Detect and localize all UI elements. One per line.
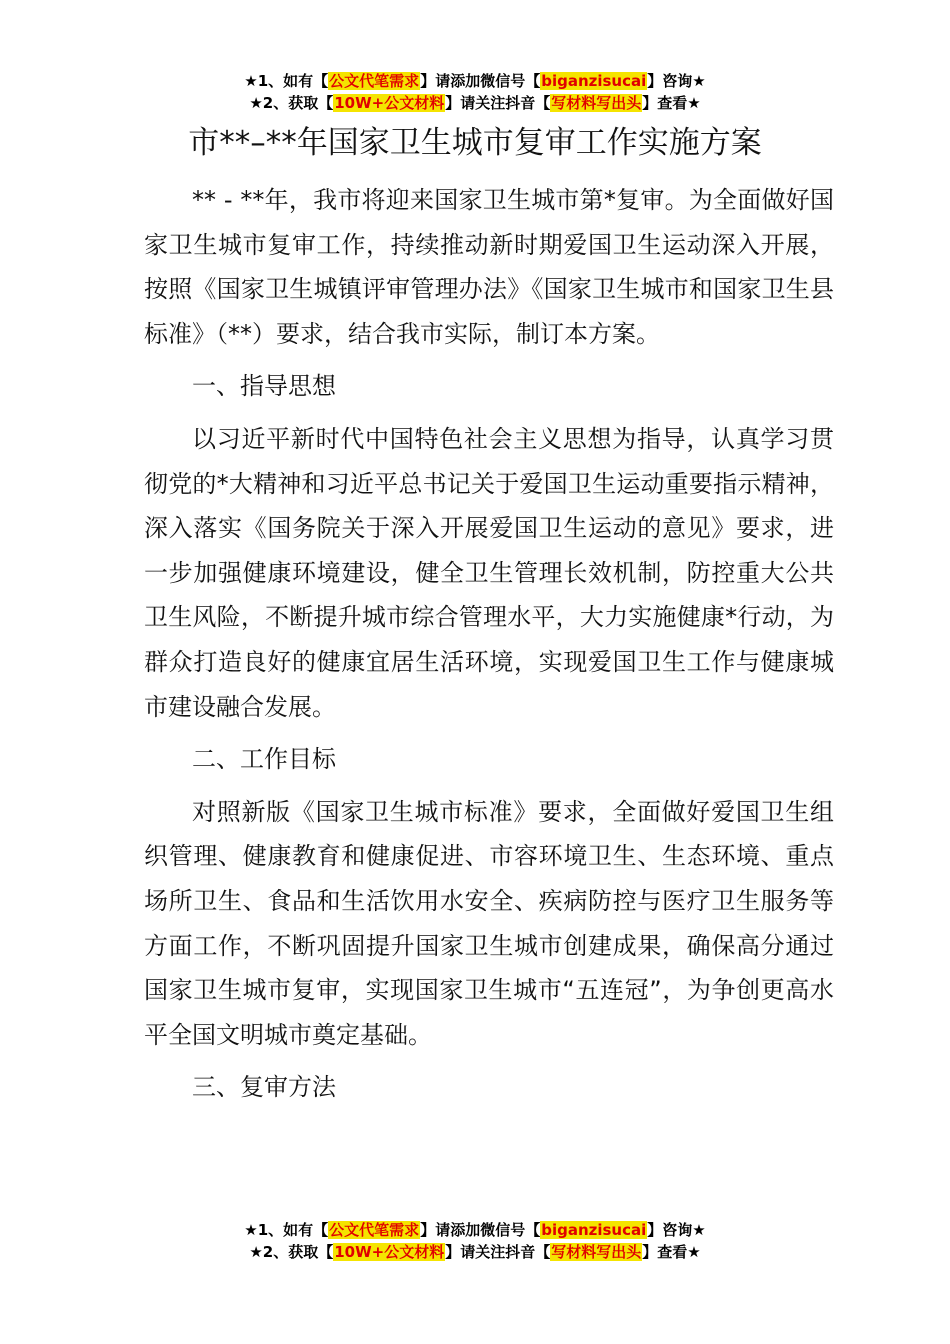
document-body <box>144 178 834 1118</box>
footer-ad-banner <box>0 1219 950 1263</box>
ad-text: ★1、如有【 <box>244 72 329 90</box>
ad-highlight: 公文代笔需求 <box>329 72 420 90</box>
document-title: 市**–**年国家卫生城市复审工作实施方案 <box>188 125 762 161</box>
section-heading-work-goals: 二、工作目标 <box>192 745 336 774</box>
section-paragraph-work-goals: 对照新版《国家卫生城市标准》要求，全面做好爱国卫生组织管理、健康教育和健康促进、市容环境卫生、生态环境、重点场所卫生、食品和生活饮用水安全、疾病防控与医疗卫生服务等方面工作，不断巩固提升国家卫生城市创建成果，确保高分通过国家卫生城市复审，实现国家卫生城市“五连冠”，为争创更高水平全国文明城市奠定基础。 <box>144 797 834 1049</box>
header-ad-banner <box>0 70 950 114</box>
wechat-id-highlight: biganzisucai <box>541 72 647 90</box>
ad-text: 】请添加微信号【 <box>420 1221 541 1239</box>
ad-line-2 <box>0 1241 950 1263</box>
ad-text: 】咨询★ <box>647 1221 706 1239</box>
ad-text: 】请添加微信号【 <box>420 72 541 90</box>
douyin-account-highlight: 写材料写出头 <box>551 1243 642 1261</box>
ad-text: ★1、如有【 <box>244 1221 329 1239</box>
ad-line-1 <box>0 70 950 92</box>
ad-text: 】请关注抖音【 <box>445 1243 551 1261</box>
douyin-account-highlight: 写材料写出头 <box>551 94 642 112</box>
ad-text: 】查看★ <box>642 94 701 112</box>
section-heading-review-method: 三、复审方法 <box>192 1073 336 1102</box>
ad-text: 】咨询★ <box>647 72 706 90</box>
ad-text: ★2、获取【 <box>249 1243 334 1261</box>
ad-text: 】请关注抖音【 <box>445 94 551 112</box>
section-paragraph-guiding-ideology: 以习近平新时代中国特色社会主义思想为指导，认真学习贯彻党的*大精神和习近平总书记关于爱国卫生运动重要指示精神，深入落实《国务院关于深入开展爱国卫生运动的意见》要求，进一步加强健康环境建设，健全卫生管理长效机制，防控重大公共卫生风险，不断提升城市综合管理水平，大力实施健康*行动，为群众打造良好的健康宜居生活环境，实现爱国卫生工作与健康城市建设融合发展。 <box>144 424 834 721</box>
ad-highlight: 10W+公文材料 <box>334 1243 445 1261</box>
ad-highlight: 公文代笔需求 <box>329 1221 420 1239</box>
ad-highlight: 10W+公文材料 <box>334 94 445 112</box>
ad-line-2 <box>0 92 950 114</box>
section-heading-guiding-ideology: 一、指导思想 <box>192 372 336 401</box>
ad-text: 】查看★ <box>642 1243 701 1261</box>
ad-text: ★2、获取【 <box>249 94 334 112</box>
intro-paragraph: ** - **年，我市将迎来国家卫生城市第*复审。为全面做好国家卫生城市复审工作，持续推动新时期爱国卫生运动深入开展，按照《国家卫生城镇评审管理办法》《国家卫生城市和国家卫生县标准》（**）要求，结合我市实际，制订本方案。 <box>144 186 834 348</box>
ad-line-1 <box>0 1219 950 1241</box>
wechat-id-highlight: biganzisucai <box>541 1221 647 1239</box>
